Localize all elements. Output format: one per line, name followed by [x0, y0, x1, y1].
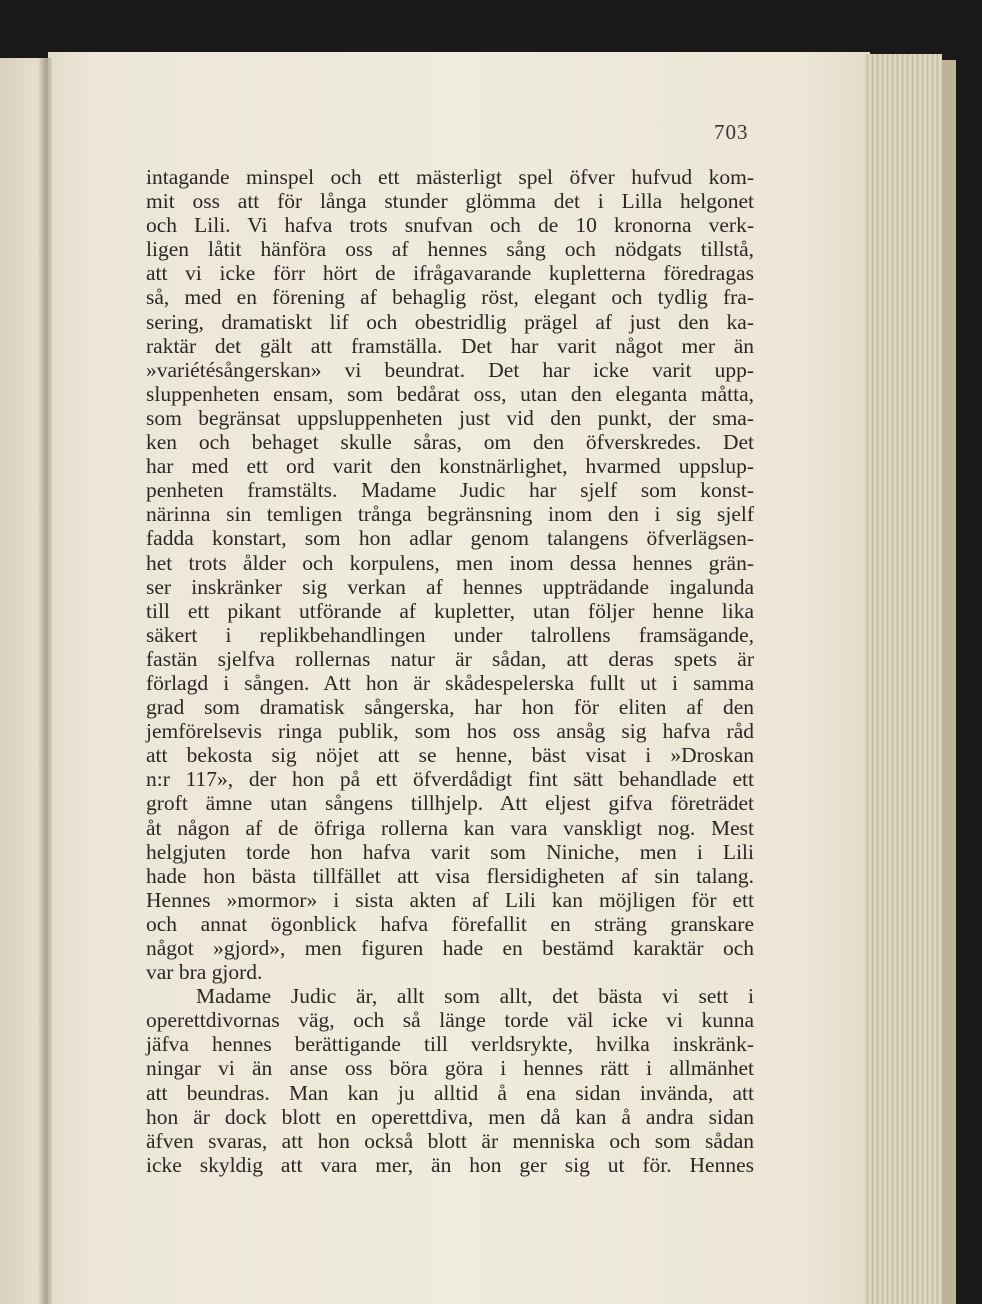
text-line: att bekosta sig nöjet att se henne, bäst visat i »Droskan — [146, 743, 754, 768]
text-line: och Lili. Vi hafva trots snufvan och de 10 kronorna verk- — [146, 213, 754, 238]
text-line: grad som dramatisk sångerska, har hon för eliten af den — [146, 695, 754, 720]
text-line: äfven svaras, att hon också blott är menniska och som sådan — [146, 1128, 754, 1153]
text-line: hade hon bästa tillfället att visa flersidigheten af sin talang. — [146, 863, 754, 888]
text-line: ser inskränker sig verkan af hennes uppträdande ingalunda — [146, 574, 754, 599]
text-line: ken och behaget skulle såras, om den öfverskredes. Det — [146, 430, 754, 455]
text-line: fadda konstart, som hon adlar genom talangens öfverlägsen- — [146, 526, 754, 551]
text-line: Madame Judic är, allt som allt, det bästa vi sett i — [196, 984, 754, 1009]
text-line: till ett pikant utförande af kupletter, utan följer henne lika — [146, 598, 754, 623]
text-line: ningar vi än anse oss böra göra i hennes rätt i allmänhet — [146, 1056, 754, 1081]
text-line: intagande minspel och ett mästerligt spel öfver hufvud kom- — [146, 165, 754, 189]
text-line: hon är dock blott en operettdiva, men då kan å andra sidan — [146, 1104, 754, 1129]
text-line: helgjuten torde hon hafva varit som Niniche, men i Lili — [146, 839, 754, 864]
body-text — [146, 165, 754, 1177]
text-line: var bra gjord. — [146, 960, 263, 985]
text-line: het trots ålder och korpulens, men inom dessa hennes grän- — [146, 550, 754, 575]
text-line: sluppenheten ensam, som bedårat oss, utan den eleganta måtta, — [146, 381, 754, 406]
text-line: sering, dramatiskt lif och obestridlig prägel af just den ka- — [146, 309, 754, 334]
text-line: Hennes »mormor» i sista akten af Lili kan möjligen för ett — [146, 887, 754, 912]
text-line: ligen låtit hänföra oss af hennes sång och nödgats tillstå, — [146, 237, 754, 262]
text-line: som begränsat uppsluppenheten just vid den punkt, der sma- — [146, 405, 754, 430]
text-line: raktär det gält att framställa. Det har varit något mer än — [146, 333, 754, 358]
text-line: groft ämne utan sångens tillhjelp. Att eljest gifva företrädet — [146, 791, 754, 816]
page-block-edges — [864, 54, 942, 1304]
text-line: något »gjord», men figuren hade en bestämd karaktär och — [146, 936, 754, 960]
text-line: mit oss att för långa stunder glömma det i Lilla helgonet — [146, 189, 754, 214]
text-line: icke skyldig att vara mer, än hon ger sig ut för. Hennes — [146, 1152, 754, 1177]
page-number: 703 — [714, 120, 749, 144]
text-line: »variétésångerskan» vi beundrat. Det har icke varit upp- — [146, 357, 754, 382]
text-line: åt någon af de öfriga rollerna kan vara vanskligt nog. Mest — [146, 815, 754, 840]
text-line: jemförelsevis ringa publik, som hos oss ansåg sig hafva råd — [146, 719, 754, 744]
text-line: att vi icke förr hört de ifrågavarande kupletterna föredragas — [146, 261, 754, 286]
text-line: närinna sin temligen trånga begränsning inom den i sig sjelf — [146, 502, 754, 527]
text-line: jäfva hennes berättigande till verldsrykte, hvilka inskränk- — [146, 1032, 754, 1057]
text-line: penheten framstälts. Madame Judic har sjelf som konst- — [146, 478, 754, 503]
text-line: fastän sjelfva rollernas natur är sådan, att deras spets är — [146, 646, 754, 671]
text-line: har med ett ord varit den konstnärlighet, hvarmed uppslup- — [146, 454, 754, 479]
text-line: förlagd i sången. Att hon är skådespelerska fullt ut i samma — [146, 670, 754, 695]
text-line: säkert i replikbehandlingen under talrollens framsägande, — [146, 622, 754, 647]
text-line: n:r 117», der hon på ett öfverdådigt fint sätt behandlade ett — [146, 767, 754, 792]
text-line: och annat ögonblick hafva förefallit en sträng granskare — [146, 911, 754, 936]
text-line: att beundras. Man kan ju alltid å ena sidan invända, att — [146, 1080, 754, 1105]
book-gutter — [38, 58, 52, 1304]
text-line: operettdivornas väg, och så länge torde väl icke vi kunna — [146, 1008, 754, 1033]
text-line: så, med en förening af behaglig röst, elegant och tydlig fra- — [146, 285, 754, 310]
